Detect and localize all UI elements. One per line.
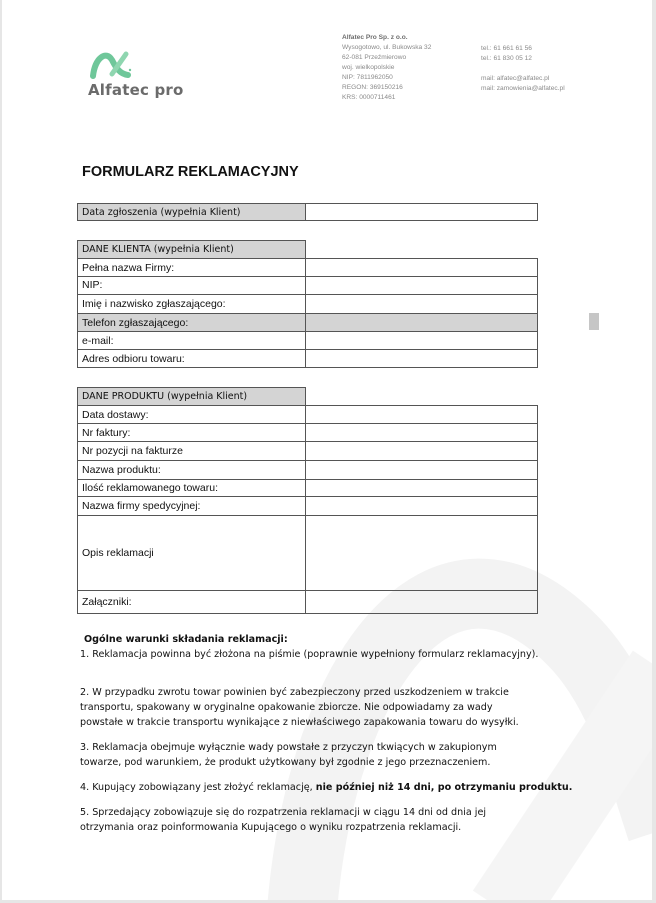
client-label-email: e-mail: — [77, 331, 306, 350]
product-label-invoice-position: Nr pozycji na fakturze — [77, 441, 306, 461]
client-label-name: Imię i nazwisko zgłaszającego: — [77, 295, 306, 314]
mail-1: mail: alfatec@alfatec.pl — [481, 75, 550, 82]
product-label-attachments: Załączniki: — [77, 590, 306, 614]
mail-2: mail: zamowienia@alfatec.pl — [481, 85, 565, 92]
date-input[interactable] — [306, 203, 538, 221]
form-title: FORMULARZ REKLAMACYJNY — [82, 164, 299, 180]
product-input-description[interactable] — [306, 515, 538, 591]
complaint-conditions — [80, 632, 580, 835]
condition-2: 2. W przypadku zwrotu towar powinien być zabezpieczony przed uszkodzeniem w trakcie transportu, spakowany w oryginalne opakowanie zbiorcze. Nie odpowiadamy za wady powstałe w trakcie transportu wynikające z niewłaściwego zapakowania towaru do wysyłki. — [80, 687, 519, 728]
client-input-phone[interactable] — [306, 314, 538, 332]
date-label: Data zgłoszenia (wypełnia Klient) — [77, 203, 306, 221]
company-krs: KRS: 0000711461 — [342, 94, 396, 101]
product-input-invoice-position[interactable] — [306, 441, 538, 461]
condition-1: 1. Reklamacja powinna być złożona na piśmie (poprawnie wypełniony formularz reklamacyjny). — [80, 649, 539, 660]
product-input-shipping[interactable] — [306, 496, 538, 516]
condition-4-emphasis: nie później niż 14 dni, po otrzymaniu produktu. — [315, 782, 573, 793]
product-input-attachments[interactable] — [306, 590, 538, 614]
company-address-line: woj. wielkopolskie — [342, 64, 395, 71]
phone-1: tel.: 61 661 61 56 — [481, 45, 532, 52]
company-nip: NIP: 7811962050 — [342, 74, 393, 81]
product-label-shipping: Nazwa firmy spedycyjnej: — [77, 496, 306, 516]
conditions-heading: Ogólne warunki składania reklamacji: — [84, 634, 288, 645]
company-name: Alfatec Pro Sp. z o.o. — [342, 34, 408, 41]
company-regon: REGON: 369150216 — [342, 84, 403, 91]
client-label-phone: Telefon zgłaszającego: — [77, 314, 306, 332]
alpha-logo-icon — [90, 48, 132, 80]
product-input-name[interactable] — [306, 460, 538, 480]
contact-info — [481, 44, 565, 94]
phone-2: tel.: 61 830 05 12 — [481, 55, 532, 62]
document-page — [2, 0, 652, 900]
client-label-address: Adres odbioru towaru: — [77, 349, 306, 368]
condition-4: 4. Kupujący zobowiązany jest złożyć reklamację, nie później niż 14 dni, po otrzymaniu produktu. — [80, 782, 573, 793]
client-input-name[interactable] — [306, 295, 538, 314]
company-address-line: Wysogotowo, ul. Bukowska 32 — [342, 44, 432, 51]
product-label-name: Nazwa produktu: — [77, 460, 306, 480]
client-label-company: Pełna nazwa Firmy: — [77, 258, 306, 277]
client-label-nip: NIP: — [77, 276, 306, 295]
company-address-line: 62-081 Przeźmierowo — [342, 54, 407, 61]
product-label-quantity: Ilość reklamowanego towaru: — [77, 479, 306, 497]
company-logo — [78, 48, 184, 102]
client-section-header: DANE KLIENTA (wypełnia Klient) — [77, 240, 306, 259]
client-input-company[interactable] — [306, 258, 538, 277]
product-input-invoice[interactable] — [306, 423, 538, 442]
condition-3: 3. Reklamacja obejmuje wyłącznie wady powstałe z przyczyn tkwiących w zakupionym towarze, pod warunkiem, że produkt użytkowany był zgodnie z jego przeznaczeniem. — [80, 742, 497, 768]
product-input-quantity[interactable] — [306, 479, 538, 497]
product-label-delivery-date: Data dostawy: — [77, 405, 306, 424]
logo-text: Alfatec pro — [88, 81, 184, 99]
client-input-nip[interactable] — [306, 276, 538, 295]
client-input-address[interactable] — [306, 349, 538, 368]
product-label-description: Opis reklamacji — [77, 515, 306, 591]
product-label-invoice: Nr faktury: — [77, 423, 306, 442]
company-info — [342, 33, 431, 103]
client-input-email[interactable] — [306, 331, 538, 350]
product-section-header: DANE PRODUKTU (wypełnia Klient) — [77, 387, 306, 406]
margin-marker — [589, 313, 599, 330]
condition-5: 5. Sprzedający zobowiązuje się do rozpatrzenia reklamacji w ciągu 14 dni od dnia jej otrzymania oraz poinformowania Kupującego o wyniku rozpatrzenia reklamacji. — [80, 807, 487, 833]
product-input-delivery-date[interactable] — [306, 405, 538, 424]
